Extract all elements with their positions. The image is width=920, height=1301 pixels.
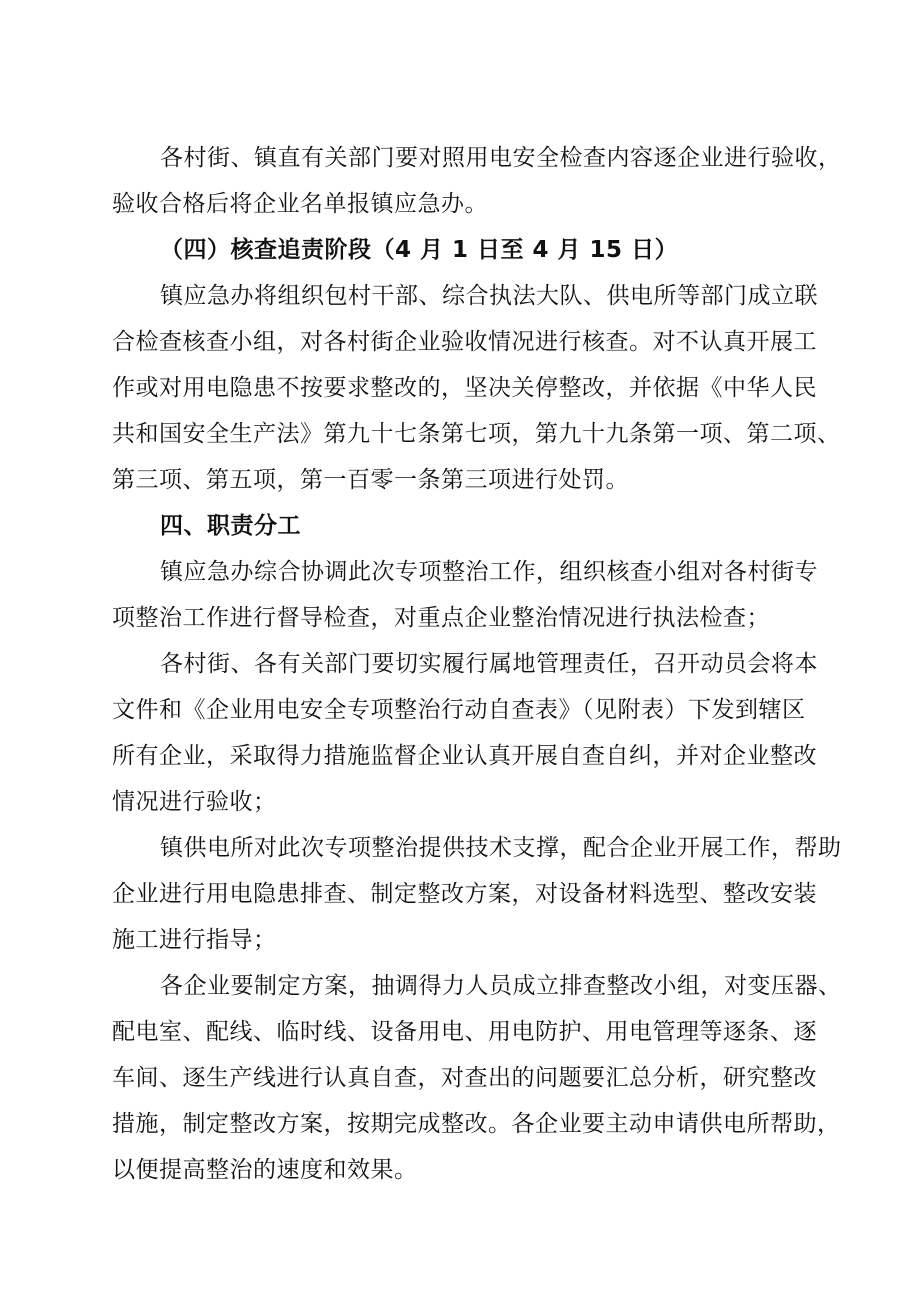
body-text-line: 镇应急办综合协调此次专项整治工作，组织核查小组对各村街专	[160, 559, 818, 585]
body-text-line: 镇供电所对此次专项整治提供技术支撑，配合企业开展工作，帮助	[160, 835, 842, 861]
body-text-line: 情况进行验收；	[112, 789, 277, 815]
body-text-line: 各村街、镇直有关部门要对照用电安全检查内容逐企业进行验收，	[160, 145, 842, 171]
section-heading: 四、职责分工	[160, 513, 301, 539]
body-text-line: 各村街、各有关部门要切实履行属地管理责任，召开动员会将本	[160, 651, 818, 677]
body-text-line: 第三项、第五项，第一百零一条第三项进行处罚。	[112, 467, 629, 493]
body-text-line: 措施，制定整改方案，按期完成整改。各企业要主动申请供电所帮助，	[112, 1111, 841, 1137]
body-text-line: 各企业要制定方案，抽调得力人员成立排查整改小组，对变压器、	[160, 973, 842, 999]
body-text-line: 车间、逐生产线进行认真自查，对查出的问题要汇总分析，研究整改	[112, 1065, 817, 1091]
body-text-line: 镇应急办将组织包村干部、综合执法大队、供电所等部门成立联	[160, 283, 818, 309]
body-text-line: 作或对用电隐患不按要求整改的，坚决关停整改，并依据《中华人民	[112, 375, 817, 401]
body-text-line: 验收合格后将企业名单报镇应急办。	[112, 191, 488, 217]
body-text-line: 配电室、配线、临时线、设备用电、用电防护、用电管理等逐条、逐	[112, 1019, 817, 1045]
body-text-line: 施工进行指导；	[112, 927, 277, 953]
body-text-line: 以便提高整治的速度和效果。	[112, 1157, 418, 1183]
body-text-line: 文件和《企业用电安全专项整治行动自查表》（见附表）下发到辖区	[112, 697, 806, 723]
body-text-line: 所有企业，采取得力措施监督企业认真开展自查自纠，并对企业整改	[112, 743, 817, 769]
section-heading: （四）核查追责阶段（4 月 1 日至 4 月 15 日）	[160, 237, 679, 263]
body-text-line: 企业进行用电隐患排查、制定整改方案，对设备材料选型、整改安装	[112, 881, 817, 907]
body-text-line: 共和国安全生产法》第九十七条第七项，第九十九条第一项、第二项、	[112, 421, 841, 447]
body-text-line: 项整治工作进行督导检查，对重点企业整治情况进行执法检查；	[112, 605, 770, 631]
body-text-line: 合检查核查小组，对各村街企业验收情况进行核查。对不认真开展工	[112, 329, 817, 355]
